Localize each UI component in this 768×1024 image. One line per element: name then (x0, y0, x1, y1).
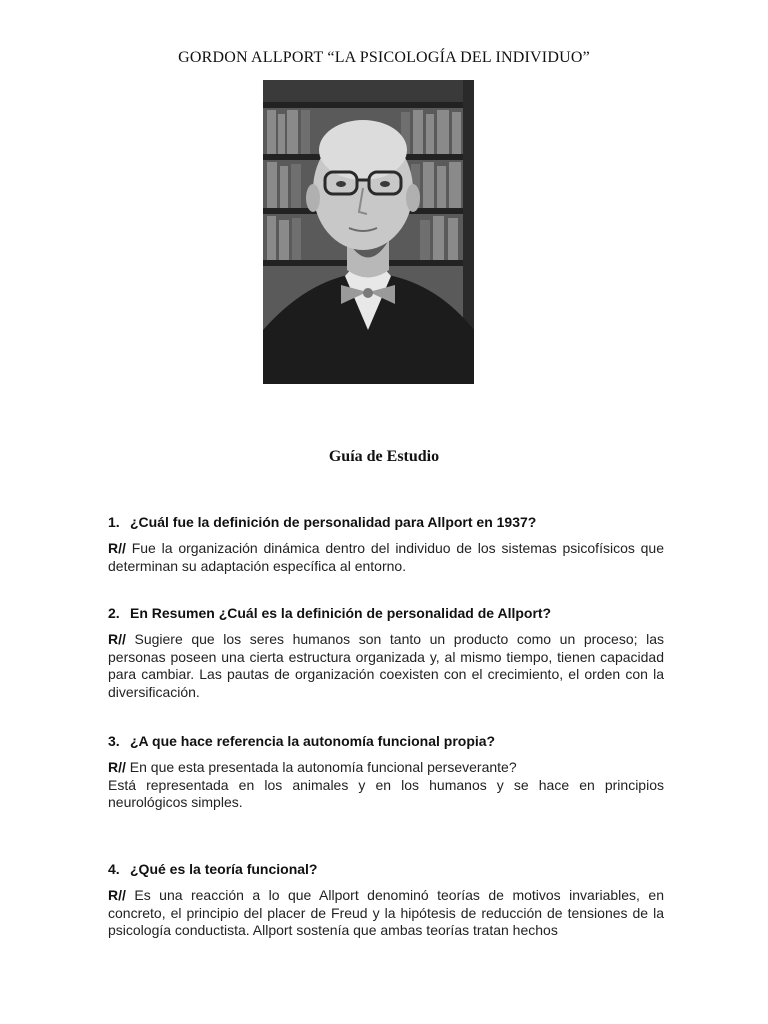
question (108, 514, 664, 531)
answer-continuation: Está representada en los animales y en los humanos y se hace en principios neurológicos simples. (108, 776, 664, 810)
answer-text: Fue la organización dinámica dentro del individuo de los sistemas psicofísicos que determinan su adaptación específica al entorno. (108, 540, 665, 574)
answer-marker: R// (108, 540, 126, 556)
question (108, 733, 664, 750)
answer-marker: R// (108, 887, 126, 903)
qa-item-1 (108, 514, 664, 575)
question (108, 861, 664, 878)
answer-text: Es una reacción a lo que Allport denominó teorías de motivos invariables, en concreto, el principio del placer de Freud y la hipótesis de reducción de tensiones de la psicología conductista. Allport sostenía que ambas teorías tratan hechos (108, 887, 664, 938)
answer-marker: R// (108, 759, 126, 775)
portrait-photo (263, 80, 474, 384)
question-text: ¿Qué es la teoría funcional? (130, 861, 318, 877)
page-title: GORDON ALLPORT “LA PSICOLOGÍA DEL INDIVIDUO” (178, 49, 590, 66)
qa-item-2 (108, 605, 664, 701)
question (108, 605, 664, 622)
qa-item-4 (108, 861, 664, 940)
answer (108, 631, 664, 701)
question-text: En Resumen ¿Cuál es la definición de personalidad de Allport? (130, 605, 552, 621)
question-number: 4. (108, 861, 120, 877)
question-number: 1. (108, 514, 120, 530)
question-text: ¿Cuál fue la definición de personalidad para Allport en 1937? (130, 514, 537, 530)
question-text: ¿A que hace referencia la autonomía funcional propia? (130, 733, 496, 749)
section-heading: Guía de Estudio (328, 448, 440, 465)
answer-text: Sugiere que los seres humanos son tanto un producto como un proceso; las personas poseen una cierta estructura organizada y, al mismo tiempo, tienen capacidad para cambiar. Las pautas de organización coexisten con el crecimiento, el orden con la diversificación. (108, 631, 664, 700)
answer-marker: R// (108, 631, 126, 647)
qa-item-3 (108, 733, 664, 812)
answer (108, 887, 664, 940)
answer-text: En que esta presentada la autonomía funcional perseverante? (129, 759, 517, 775)
question-number: 2. (108, 605, 120, 621)
question-number: 3. (108, 733, 120, 749)
answer (108, 759, 664, 812)
answer (108, 540, 664, 575)
